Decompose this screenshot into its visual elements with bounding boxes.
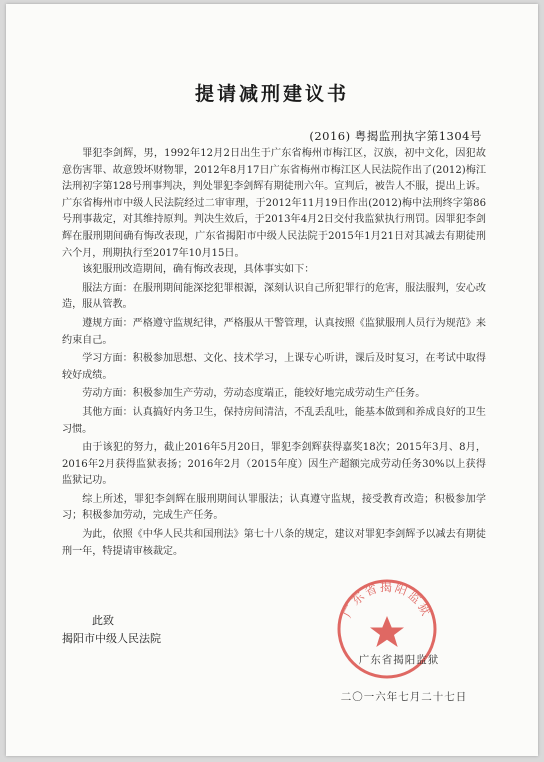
salutation: 此致 <box>92 614 114 627</box>
paragraph-labor: 劳动方面：积极参加生产劳动，劳动态度端正，能较好地完成劳动生产任务。 <box>82 388 426 400</box>
paragraph-summary: 综上所述，罪犯李剑辉在服刑期间认罪服法；认真遵守监规，接受教育改造；积极参加学习；积极参加劳动，完成生产任务。 <box>62 493 486 522</box>
seal-star-icon <box>370 616 404 647</box>
paragraph-intro: 该犯服刑改造期间，确有悔改表现，具体事实如下： <box>82 264 315 276</box>
paragraph-discipline: 遵规方面：严格遵守监规纪律，严格服从干警管理，认真按照《监狱服刑人员行为规范》来约束自己。 <box>62 317 486 346</box>
document-page <box>6 4 538 756</box>
document-body <box>62 146 486 560</box>
document-date: 二〇一六年七月二十七日 <box>340 691 468 703</box>
paragraph-recommendation: 为此，依照《中华人民共和国刑法》第七十八条的规定，建议对罪犯李剑辉予以减去有期徒刑一年，特提请审核裁定。 <box>62 529 486 557</box>
document-title: 提请减刑建议书 <box>194 83 349 105</box>
paragraph-rewards: 由于该犯的努力，截止2016年5月20日，罪犯李剑辉获得嘉奖18次；2015年3月、8月，2016年2月获得监狱表扬；2016年2月（2015年度）因生产超额完成劳动任务30%以上获得监狱记功。 <box>62 442 486 487</box>
document-number: (2016) 粤揭监刑执字第1304号 <box>309 129 482 143</box>
paragraph-other: 其他方面：认真搞好内务卫生，保持房间清洁，不乱丢乱吐，能基本做到和养成良好的卫生习惯。 <box>62 406 486 435</box>
recipient-block <box>62 612 161 648</box>
official-seal <box>332 574 442 684</box>
signatory: 广东省揭阳监狱 <box>358 654 440 666</box>
paragraph-law-abiding: 服法方面：在服刑期间能深挖犯罪根源，深刻认识自己所犯罪行的危害，服法服判，安心改造，服从管教。 <box>62 282 486 311</box>
recipient-court: 揭阳市中级人民法院 <box>62 632 161 645</box>
paragraph-background: 罪犯李剑辉，男，1992年12月2日出生于广东省梅州市梅江区，汉族，初中文化，因犯故意伤害罪、故意毁坏财物罪，2012年8月17日广东省梅州市梅江区人民法院作出了(2012)梅江法刑初字第128号刑事判决，判处罪犯李剑辉有期徒刑六年。宣判后，被告人不服，提出上诉。广东省梅州市中级人民法院经过二审审理，于2012年11月19日作出(2012)梅中法刑终字第86号刑事裁定，对其维持原判。判决生效后，于2013年4月2日交付我监狱执行刑罚。因罪犯李剑辉在服刑期间确有悔改表现，广东省揭阳市中级人民法院于2015年1月21日对其减去有期徒刑六个月，刑期执行至2017年10月15日。 <box>62 148 486 259</box>
seal-text: 广东省揭阳监狱 <box>340 580 434 620</box>
paragraph-study: 学习方面：积极参加思想、文化、技术学习，上课专心听讲，课后及时复习，在考试中取得较好成绩。 <box>62 353 486 381</box>
